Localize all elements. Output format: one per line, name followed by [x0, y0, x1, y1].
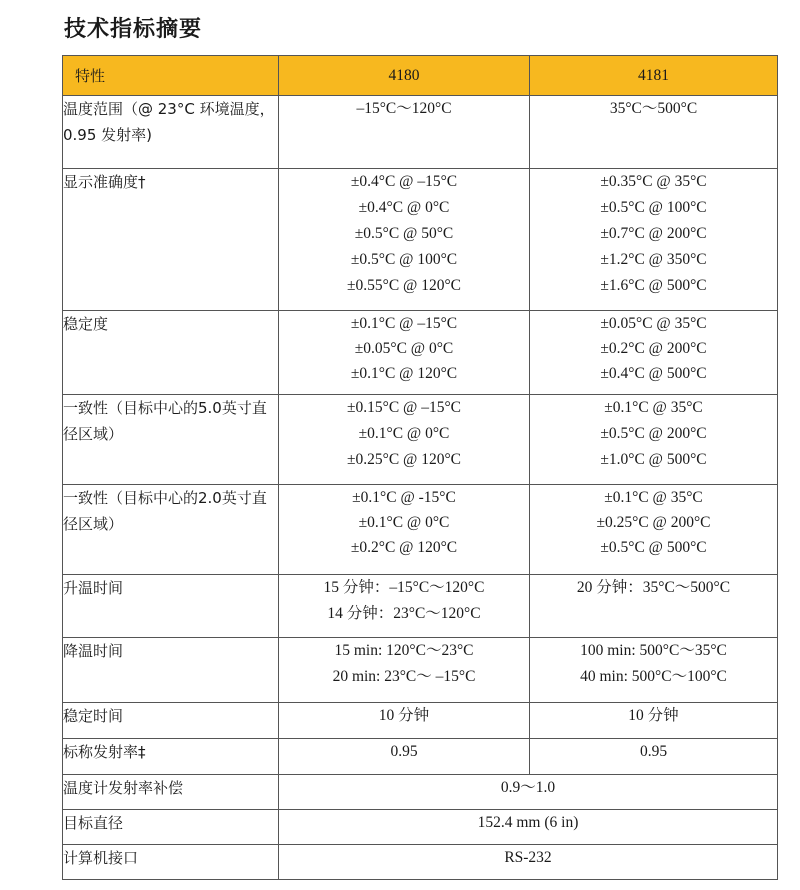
cell-line: ±0.25°C @ 120°C	[347, 451, 461, 468]
cell-target-diameter: 152.4 mm (6 in)	[279, 810, 778, 845]
cell-4181-uniformity-5in	[530, 395, 778, 485]
row-label-cooling-time: 降温时间	[63, 638, 279, 703]
cell-line: –15°C～120°C	[356, 100, 452, 117]
cell-line: ±0.2°C @ 120°C	[350, 539, 458, 556]
table-row	[63, 739, 778, 775]
row-label-target-diameter: 目标直径	[63, 810, 279, 845]
cell-line: ±0.7°C @ 200°C	[600, 225, 707, 242]
cell-4181-temperature-range	[530, 96, 778, 169]
table-row	[63, 311, 778, 395]
cell-4180-nominal-emissivity	[279, 739, 530, 775]
cell-line: ±0.5°C @ 200°C	[600, 425, 707, 442]
cell-line: ±0.1°C @ –15°C	[350, 315, 458, 332]
cell-4181-stabilization-time	[530, 703, 778, 739]
cell-4180-stabilization-time	[279, 703, 530, 739]
cell-emissivity-compensation: 0.9～1.0	[279, 775, 778, 810]
cell-4180-uniformity-5in	[279, 395, 530, 485]
cell-line: ±0.4°C @ 500°C	[600, 365, 707, 382]
cell-line: ±0.5°C @ 100°C	[600, 199, 707, 216]
cell-line: ±0.55°C @ 120°C	[347, 277, 461, 294]
cell-4181-display-accuracy	[530, 169, 778, 311]
cell-4181-nominal-emissivity	[530, 739, 778, 775]
cell-line: 10 分钟	[378, 707, 430, 724]
cell-line: ±0.35°C @ 35°C	[600, 173, 707, 190]
row-label-display-accuracy: 显示准确度†	[63, 169, 279, 311]
cell-line: 0.95	[639, 743, 668, 760]
cell-line: ±0.25°C @ 200°C	[596, 514, 711, 531]
row-label-nominal-emissivity: 标称发射率‡	[63, 739, 279, 775]
page-title: 技术指标摘要	[64, 17, 203, 42]
table-row	[63, 775, 778, 810]
cell-line: ±0.1°C @ -15°C	[352, 489, 456, 506]
table-header-row	[63, 56, 778, 96]
header-4180: 4180	[279, 56, 530, 96]
table-row	[63, 845, 778, 880]
cell-line: 14 分钟：23°C～120°C	[327, 605, 481, 622]
table-row	[63, 638, 778, 703]
cell-4180-heating-time	[279, 575, 530, 638]
row-label-uniformity-5in: 一致性（目标中心的5.0英寸直径区域）	[63, 395, 279, 485]
cell-line: ±1.0°C @ 500°C	[600, 451, 707, 468]
cell-line: 20 分钟：35°C～500°C	[576, 579, 731, 596]
cell-4181-uniformity-2in	[530, 485, 778, 575]
table-row	[63, 810, 778, 845]
cell-4181-heating-time	[530, 575, 778, 638]
cell-4180-cooling-time	[279, 638, 530, 703]
cell-line: ±0.05°C @ 35°C	[600, 315, 707, 332]
cell-4180-display-accuracy	[279, 169, 530, 311]
row-label-computer-interface: 计算机接口	[63, 845, 279, 880]
table-row	[63, 703, 778, 739]
cell-line: ±0.1°C @ 0°C	[358, 514, 450, 531]
cell-line: 35°C～500°C	[609, 100, 698, 117]
row-label-uniformity-2in: 一致性（目标中心的2.0英寸直径区域）	[63, 485, 279, 575]
cell-line: ±0.5°C @ 50°C	[354, 225, 454, 242]
cell-line: ±1.2°C @ 350°C	[600, 251, 707, 268]
table-row	[63, 169, 778, 311]
cell-line: ±0.4°C @ –15°C	[350, 173, 458, 190]
cell-line: 10 分钟	[628, 707, 679, 724]
header-4181: 4181	[530, 56, 778, 96]
cell-line: ±1.6°C @ 500°C	[600, 277, 707, 294]
spec-table	[62, 55, 778, 880]
cell-4180-stability	[279, 311, 530, 395]
cell-line: ±0.5°C @ 100°C	[350, 251, 458, 268]
cell-4181-stability	[530, 311, 778, 395]
row-label-temperature-range: 温度范围（@ 23°C 环境温度，0.95 发射率)	[63, 96, 279, 169]
cell-line: ±0.4°C @ 0°C	[358, 199, 450, 216]
table-row	[63, 395, 778, 485]
row-label-stabilization-time: 稳定时间	[63, 703, 279, 739]
cell-line: ±0.15°C @ –15°C	[347, 399, 461, 416]
row-label-stability: 稳定度	[63, 311, 279, 395]
cell-computer-interface: RS-232	[279, 845, 778, 880]
table-row	[63, 96, 778, 169]
cell-line: ±0.2°C @ 200°C	[600, 340, 707, 357]
row-label-emissivity-compensation: 温度计发射率补偿	[63, 775, 279, 810]
cell-line: 0.95	[390, 743, 418, 760]
cell-line: 15 分钟：–15°C～120°C	[323, 579, 485, 596]
cell-4181-cooling-time	[530, 638, 778, 703]
cell-line: ±0.05°C @ 0°C	[354, 340, 454, 357]
row-label-heating-time: 升温时间	[63, 575, 279, 638]
cell-line: ±0.1°C @ 0°C	[358, 425, 450, 442]
cell-line: ±0.1°C @ 120°C	[350, 365, 458, 382]
header-property: 特性	[63, 56, 279, 96]
cell-line: 20 min: 23°C～ –15°C	[332, 668, 476, 685]
cell-line: 100 min: 500°C～35°C	[580, 642, 727, 659]
cell-line: 40 min: 500°C～100°C	[580, 668, 727, 685]
cell-line: ±0.1°C @ 35°C	[604, 399, 703, 416]
table-row	[63, 485, 778, 575]
cell-4180-temperature-range	[279, 96, 530, 169]
table-row	[63, 575, 778, 638]
cell-line: ±0.5°C @ 500°C	[600, 539, 707, 556]
cell-line: ±0.1°C @ 35°C	[604, 489, 703, 506]
cell-line: 15 min: 120°C～23°C	[334, 642, 474, 659]
cell-4180-uniformity-2in	[279, 485, 530, 575]
